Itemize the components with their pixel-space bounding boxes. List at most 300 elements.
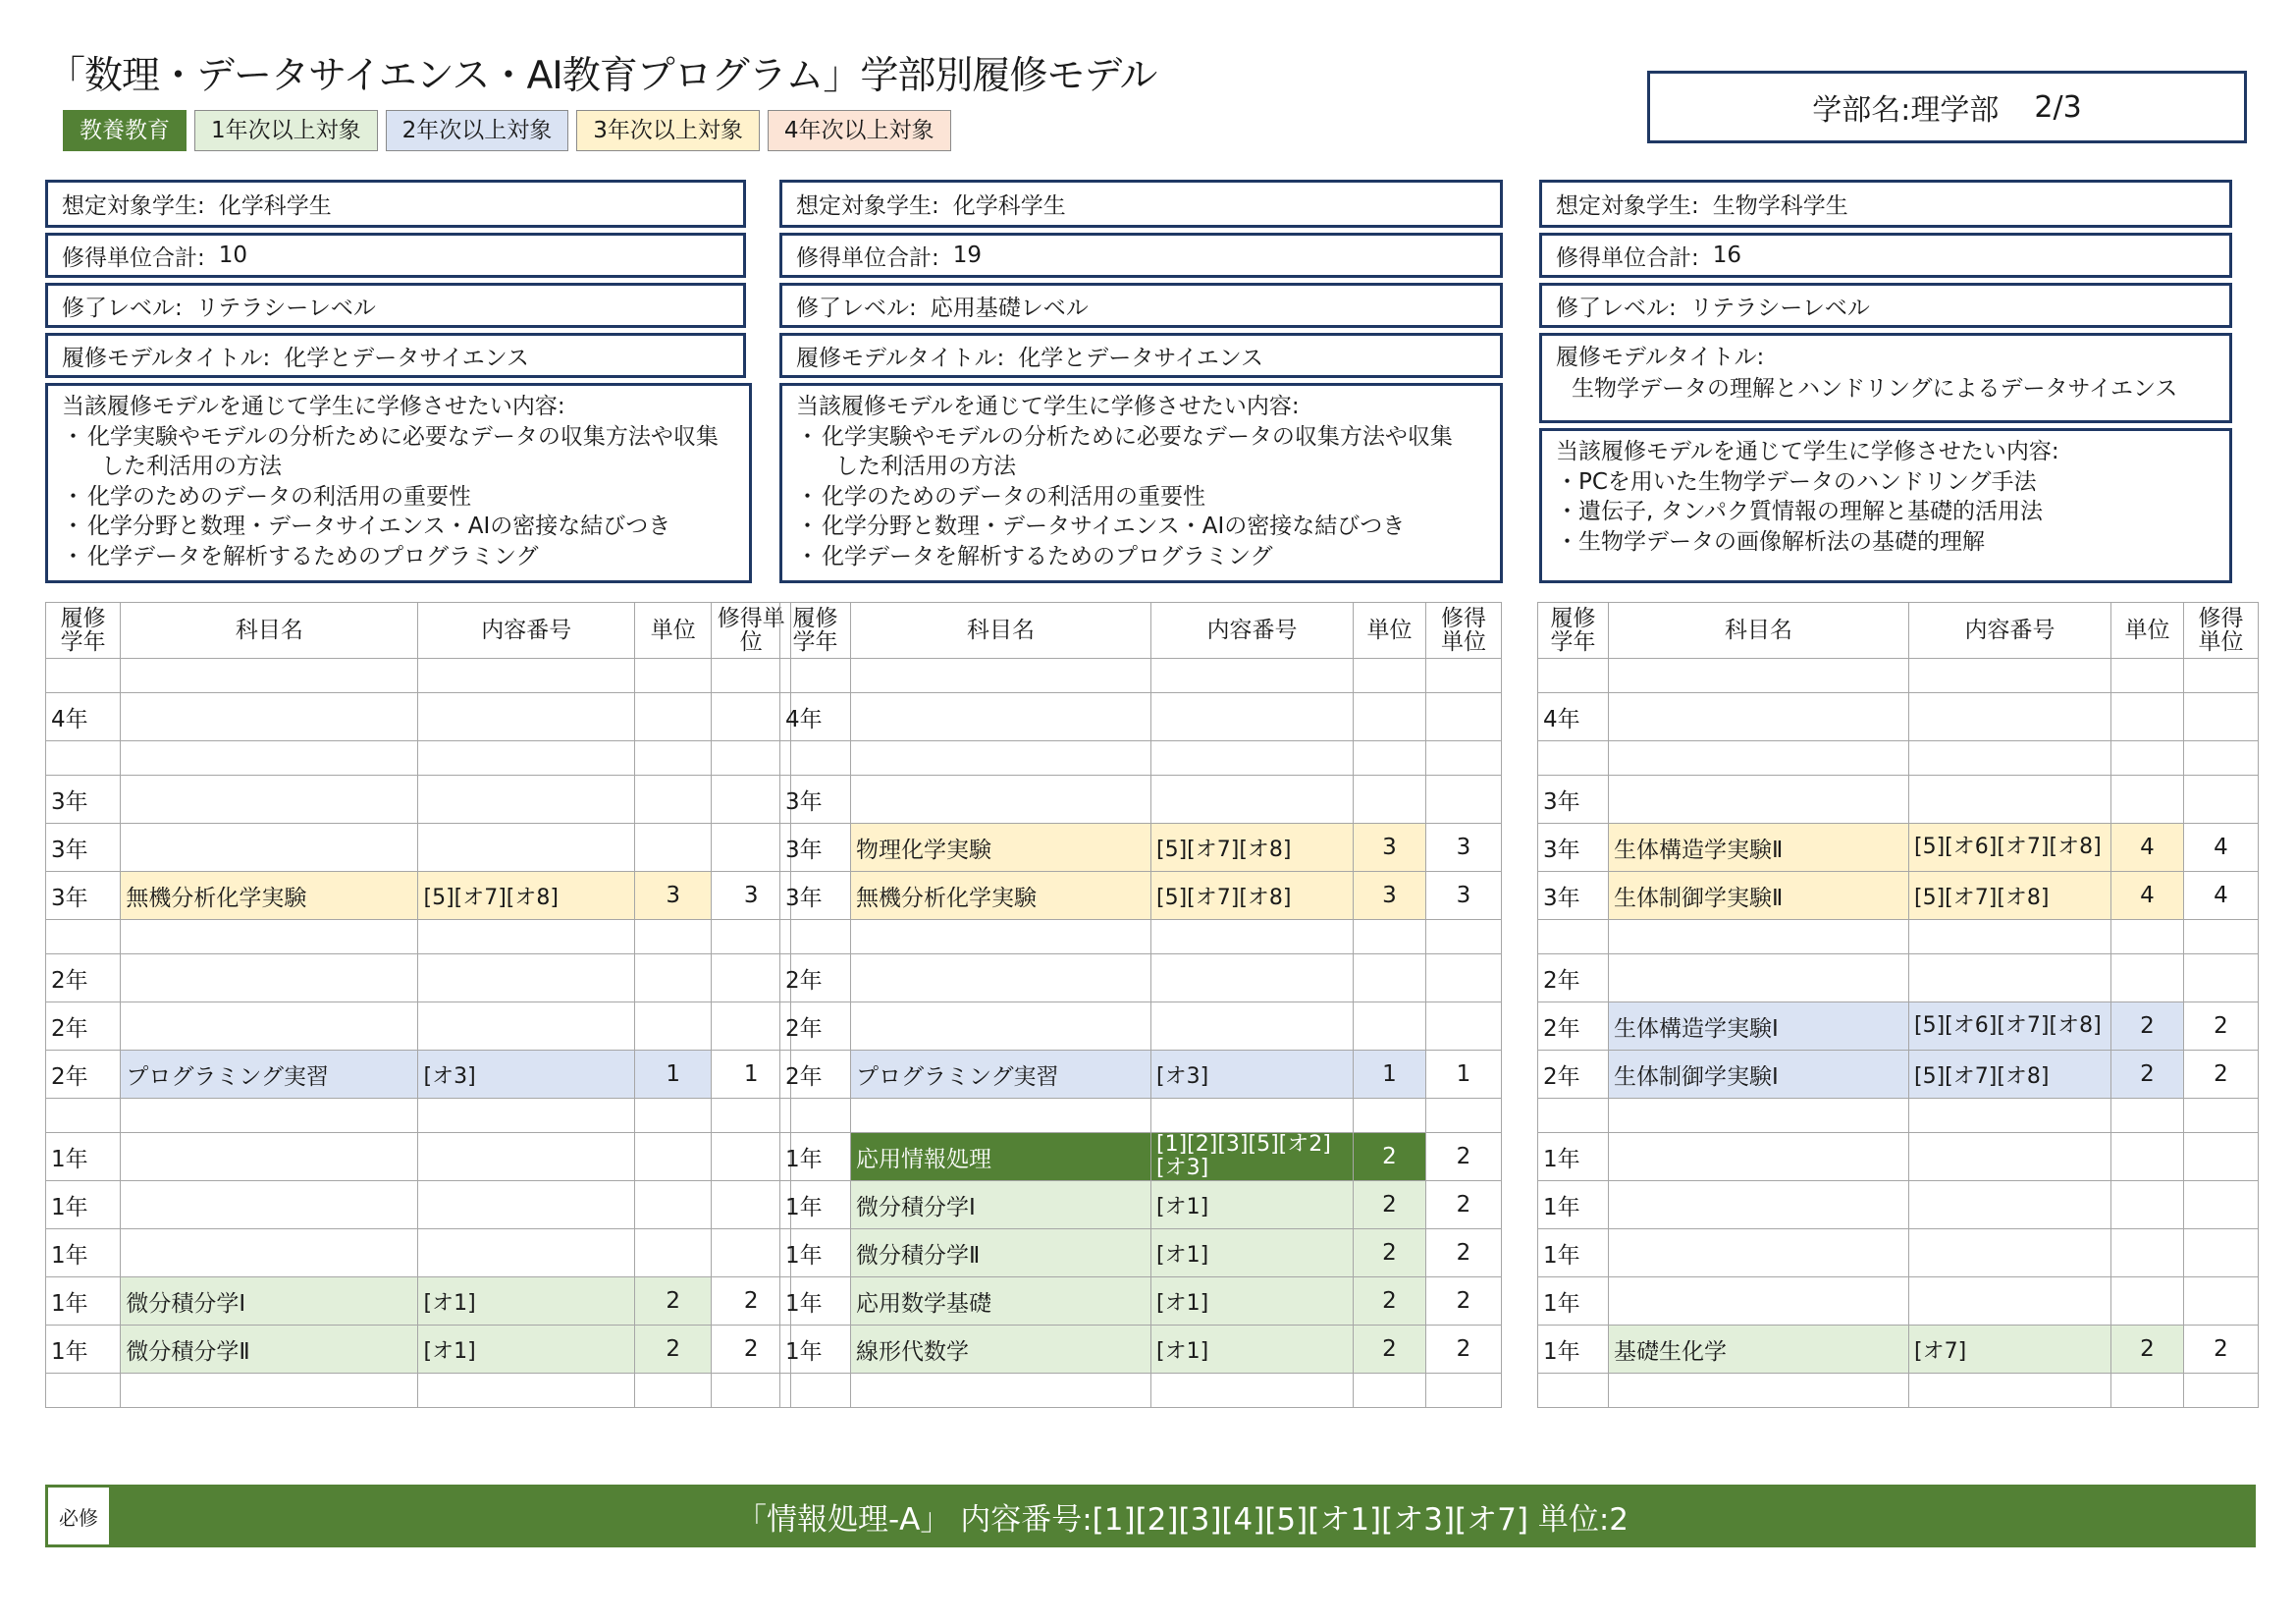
- cell-unit: [1354, 1099, 1426, 1133]
- content-line: ・PCを用いた生物学データのハンドリング手法: [1556, 468, 2037, 495]
- table-row: [1538, 776, 2259, 824]
- table-header-row: [780, 603, 1502, 659]
- model-title-box-2: [779, 333, 1503, 378]
- header-unit: 単位: [2111, 603, 2184, 659]
- cell-year: 2年: [46, 1051, 121, 1099]
- cell-subject: [121, 1229, 418, 1277]
- cell-code: [1909, 954, 2111, 1002]
- cell-year: 2年: [1538, 1051, 1609, 1099]
- level-value: リテラシーレベル: [195, 295, 376, 321]
- cell-year: 1年: [780, 1229, 851, 1277]
- cell-unit: [2111, 1099, 2184, 1133]
- cell-earned: [2184, 741, 2259, 776]
- content-line: した利活用の方法: [835, 454, 1016, 479]
- cell-subject: 生体構造学実験Ⅰ: [1609, 1002, 1909, 1051]
- cell-code: [418, 1133, 634, 1181]
- cell-earned: 4: [2184, 824, 2259, 872]
- table-row: [46, 1002, 791, 1051]
- cell-earned: 3: [1426, 824, 1502, 872]
- cell-code: [1909, 1133, 2111, 1181]
- cell-code: [5][オ7][オ8]: [1909, 872, 2111, 920]
- table-row: [46, 1133, 791, 1181]
- table-row: [1538, 954, 2259, 1002]
- department-box: [1647, 71, 2247, 143]
- cell-subject: 無機分析化学実験: [851, 872, 1151, 920]
- table-header-row: [1538, 603, 2259, 659]
- cell-year: 1年: [780, 1133, 851, 1181]
- cell-subject: 基礎生化学: [1609, 1326, 1909, 1374]
- cell-earned: [2184, 1181, 2259, 1229]
- cell-earned: 2: [2184, 1326, 2259, 1374]
- cell-unit: [1354, 920, 1426, 954]
- cell-unit: [634, 1181, 711, 1229]
- model-title-box-1: [45, 333, 746, 378]
- cell-subject: [1609, 1229, 1909, 1277]
- cell-unit: 3: [1354, 872, 1426, 920]
- header-year: 履修学年: [46, 603, 121, 659]
- cell-unit: 1: [1354, 1051, 1426, 1099]
- cell-subject: [121, 659, 418, 693]
- cell-unit: [2111, 920, 2184, 954]
- table-row: [780, 954, 1502, 1002]
- cell-code: [オ1]: [1151, 1181, 1354, 1229]
- table-row: [1538, 1326, 2259, 1374]
- cell-code: [オ3]: [1151, 1051, 1354, 1099]
- cell-year: 3年: [1538, 776, 1609, 824]
- cell-code: [オ1]: [1151, 1326, 1354, 1374]
- cell-year: 1年: [46, 1229, 121, 1277]
- cell-earned: 2: [1426, 1277, 1502, 1326]
- legend-year4: 4年次以上対象: [768, 110, 951, 151]
- cell-code: [1909, 693, 2111, 741]
- cell-earned: [2184, 1374, 2259, 1408]
- cell-subject: 微分積分学Ⅰ: [121, 1277, 418, 1326]
- cell-code: [5][オ6][オ7][オ8]: [1909, 824, 2111, 872]
- cell-year: 2年: [1538, 1002, 1609, 1051]
- content-label: 当該履修モデルを通じて学生に学修させたい内容:: [1556, 439, 2059, 464]
- table-row: [1538, 693, 2259, 741]
- cell-subject: 微分積分学Ⅱ: [121, 1326, 418, 1374]
- cell-year: 1年: [46, 1133, 121, 1181]
- table-row: [1538, 1002, 2259, 1051]
- cell-unit: [2111, 1181, 2184, 1229]
- cell-subject: [1609, 741, 1909, 776]
- cell-code: [418, 776, 634, 824]
- cell-year: 2年: [780, 954, 851, 1002]
- cell-code: [1909, 659, 2111, 693]
- cell-subject: [121, 1374, 418, 1408]
- cell-code: [418, 824, 634, 872]
- legend-year2: 2年次以上対象: [386, 110, 569, 151]
- cell-unit: [634, 776, 711, 824]
- content-line: ・ 化学のためのデータの利活用の重要性: [796, 483, 1205, 510]
- cell-unit: [634, 693, 711, 741]
- cell-earned: 1: [712, 1051, 791, 1099]
- cell-code: [418, 659, 634, 693]
- cell-earned: [1426, 659, 1502, 693]
- cell-unit: [2111, 1277, 2184, 1326]
- cell-unit: 4: [2111, 872, 2184, 920]
- table-row: [46, 776, 791, 824]
- content-label: 当該履修モデルを通じて学生に学修させたい内容:: [62, 394, 565, 419]
- cell-code: [オ1]: [1151, 1229, 1354, 1277]
- cell-year: [46, 741, 121, 776]
- cell-year: 4年: [1538, 693, 1609, 741]
- cell-subject: [121, 824, 418, 872]
- cell-code: [418, 741, 634, 776]
- curriculum-table-2: [779, 602, 1502, 1408]
- cell-year: 2年: [46, 954, 121, 1002]
- table-row: [780, 1099, 1502, 1133]
- cell-year: 1年: [1538, 1277, 1609, 1326]
- cell-unit: [634, 1133, 711, 1181]
- cell-subject: [121, 954, 418, 1002]
- cell-subject: 応用数学基礎: [851, 1277, 1151, 1326]
- table-row: [780, 1133, 1502, 1181]
- cell-earned: [2184, 920, 2259, 954]
- table-row: [780, 1229, 1502, 1277]
- cell-unit: [1354, 776, 1426, 824]
- credits-label: 修得単位合計:: [1556, 244, 1699, 271]
- cell-unit: [1354, 693, 1426, 741]
- cell-code: [1909, 1181, 2111, 1229]
- cell-subject: [1609, 1133, 1909, 1181]
- target-label: 想定対象学生:: [1556, 193, 1699, 219]
- content-line: ・ 化学実験やモデルの分析ために必要なデータの収集方法や収集: [62, 423, 719, 450]
- cell-code: [1151, 1002, 1354, 1051]
- cell-earned: [1426, 920, 1502, 954]
- cell-year: [46, 920, 121, 954]
- cell-code: [5][オ7][オ8]: [1909, 1051, 2111, 1099]
- cell-subject: [121, 1181, 418, 1229]
- cell-earned: 2: [1426, 1133, 1502, 1181]
- cell-earned: 2: [1426, 1229, 1502, 1277]
- cell-year: 1年: [1538, 1181, 1609, 1229]
- level-box-1: [45, 283, 746, 328]
- header-code: 内容番号: [1909, 603, 2111, 659]
- cell-code: [5][オ7][オ8]: [1151, 824, 1354, 872]
- cell-unit: 2: [1354, 1326, 1426, 1374]
- level-box-3: [1539, 283, 2232, 328]
- table-row: [46, 954, 791, 1002]
- cell-code: [オ7]: [1909, 1326, 2111, 1374]
- cell-code: [1151, 776, 1354, 824]
- table-row: [780, 920, 1502, 954]
- content-line: した利活用の方法: [101, 454, 282, 479]
- cell-earned: 2: [1426, 1181, 1502, 1229]
- table-row: [780, 659, 1502, 693]
- cell-year: 2年: [780, 1051, 851, 1099]
- cell-year: [780, 1099, 851, 1133]
- cell-code: [418, 1229, 634, 1277]
- cell-subject: [851, 776, 1151, 824]
- content-box-2: [779, 383, 1503, 583]
- cell-earned: 1: [1426, 1051, 1502, 1099]
- table-row: [780, 1002, 1502, 1051]
- header-subject: 科目名: [851, 603, 1151, 659]
- cell-year: 1年: [780, 1181, 851, 1229]
- model-title-value: 生物学データの理解とハンドリングによるデータサイエンス: [1572, 376, 2178, 402]
- cell-unit: 2: [2111, 1051, 2184, 1099]
- required-course-text: 「情報処理-A」 内容番号:[1][2][3][4][5][オ1][オ3][オ7] 単位:2: [735, 1501, 1629, 1538]
- table-row: [46, 693, 791, 741]
- cell-subject: [121, 1099, 418, 1133]
- cell-earned: [1426, 1002, 1502, 1051]
- cell-year: [780, 741, 851, 776]
- target-box-1: [45, 180, 746, 228]
- target-box-3: [1539, 180, 2232, 228]
- cell-code: [418, 1099, 634, 1133]
- cell-earned: [1426, 776, 1502, 824]
- department-name: 学部名:理学部: [1812, 93, 2000, 128]
- cell-unit: [634, 920, 711, 954]
- cell-unit: [634, 1229, 711, 1277]
- cell-unit: 3: [634, 872, 711, 920]
- content-line: ・遺伝子, タンパク質情報の理解と基礎的活用法: [1556, 499, 2044, 524]
- cell-earned: [1426, 1374, 1502, 1408]
- cell-subject: [1609, 920, 1909, 954]
- cell-year: [1538, 1099, 1609, 1133]
- cell-unit: 3: [1354, 824, 1426, 872]
- cell-code: [1151, 1099, 1354, 1133]
- target-value: 化学科学生: [952, 193, 1066, 219]
- cell-subject: [1609, 1374, 1909, 1408]
- credits-value: 16: [1712, 243, 1742, 268]
- cell-subject: [121, 741, 418, 776]
- table-row: [1538, 659, 2259, 693]
- cell-earned: [2184, 693, 2259, 741]
- cell-year: 1年: [1538, 1326, 1609, 1374]
- cell-subject: 生体構造学実験Ⅱ: [1609, 824, 1909, 872]
- cell-subject: プログラミング実習: [851, 1051, 1151, 1099]
- table-row: [780, 693, 1502, 741]
- cell-code: [1151, 741, 1354, 776]
- cell-unit: [634, 1002, 711, 1051]
- cell-year: 1年: [1538, 1229, 1609, 1277]
- cell-year: 3年: [46, 872, 121, 920]
- table-row: [1538, 872, 2259, 920]
- table-row: [1538, 824, 2259, 872]
- cell-unit: [2111, 693, 2184, 741]
- legend: [63, 110, 951, 151]
- header-subject: 科目名: [1609, 603, 1909, 659]
- cell-subject: [851, 920, 1151, 954]
- level-value: リテラシーレベル: [1689, 295, 1870, 321]
- target-box-2: [779, 180, 1503, 228]
- cell-year: [1538, 1374, 1609, 1408]
- cell-code: [5][オ6][オ7][オ8]: [1909, 1002, 2111, 1051]
- header-subject: 科目名: [121, 603, 418, 659]
- table-row: [46, 920, 791, 954]
- cell-year: 1年: [780, 1326, 851, 1374]
- cell-code: [1151, 1374, 1354, 1408]
- table-row: [1538, 1374, 2259, 1408]
- content-line: ・ 化学分野と数理・データサイエンス・AIの密接な結びつき: [796, 514, 1406, 539]
- table-row: [46, 872, 791, 920]
- cell-earned: 2: [712, 1326, 791, 1374]
- cell-year: 2年: [780, 1002, 851, 1051]
- cell-earned: [1426, 693, 1502, 741]
- cell-year: 1年: [780, 1277, 851, 1326]
- cell-code: [1909, 1229, 2111, 1277]
- cell-subject: [1609, 1099, 1909, 1133]
- table-row: [46, 824, 791, 872]
- cell-year: 1年: [1538, 1133, 1609, 1181]
- cell-year: [1538, 741, 1609, 776]
- cell-subject: [1609, 954, 1909, 1002]
- cell-code: [418, 693, 634, 741]
- table-row: [780, 1326, 1502, 1374]
- model-title-value: 化学とデータサイエンス: [1018, 345, 1264, 371]
- page-number: 2/3: [2034, 89, 2082, 125]
- cell-code: [418, 1181, 634, 1229]
- cell-unit: 1: [634, 1051, 711, 1099]
- cell-unit: [1354, 954, 1426, 1002]
- cell-unit: [634, 824, 711, 872]
- legend-year3: 3年次以上対象: [576, 110, 760, 151]
- target-label: 想定対象学生:: [796, 193, 939, 219]
- cell-unit: 2: [1354, 1277, 1426, 1326]
- cell-unit: 2: [2111, 1326, 2184, 1374]
- table-row: [780, 872, 1502, 920]
- required-course-bar: [45, 1485, 2256, 1547]
- cell-unit: [634, 1374, 711, 1408]
- cell-subject: [851, 741, 1151, 776]
- cell-code: [1909, 1277, 2111, 1326]
- cell-code: [418, 920, 634, 954]
- table-row: [1538, 1133, 2259, 1181]
- cell-year: [46, 1099, 121, 1133]
- cell-earned: [2184, 954, 2259, 1002]
- table-row: [1538, 1277, 2259, 1326]
- cell-subject: 応用情報処理: [851, 1133, 1151, 1181]
- cell-code: [418, 1374, 634, 1408]
- cell-earned: [2184, 1099, 2259, 1133]
- cell-subject: [121, 920, 418, 954]
- cell-unit: 2: [1354, 1229, 1426, 1277]
- cell-year: 3年: [780, 776, 851, 824]
- cell-subject: [1609, 776, 1909, 824]
- header-unit: 単位: [634, 603, 711, 659]
- credits-value: 10: [218, 243, 248, 268]
- table-row: [1538, 1051, 2259, 1099]
- table-row: [780, 1181, 1502, 1229]
- cell-subject: 物理化学実験: [851, 824, 1151, 872]
- cell-code: [オ1]: [418, 1277, 634, 1326]
- cell-unit: [1354, 1374, 1426, 1408]
- cell-unit: 2: [634, 1277, 711, 1326]
- cell-subject: 無機分析化学実験: [121, 872, 418, 920]
- credits-value: 19: [952, 243, 983, 268]
- cell-unit: [2111, 776, 2184, 824]
- table-row: [1538, 1099, 2259, 1133]
- cell-earned: 3: [1426, 872, 1502, 920]
- cell-subject: 生体制御学実験Ⅰ: [1609, 1051, 1909, 1099]
- cell-unit: 2: [1354, 1133, 1426, 1181]
- cell-code: [オ1]: [418, 1326, 634, 1374]
- cell-year: 3年: [1538, 824, 1609, 872]
- legend-liberal-arts: 教養教育: [63, 110, 187, 151]
- cell-unit: [2111, 1133, 2184, 1181]
- credits-label: 修得単位合計:: [62, 244, 205, 271]
- cell-year: [780, 1374, 851, 1408]
- cell-code: [1151, 693, 1354, 741]
- table-row: [46, 659, 791, 693]
- cell-earned: 3: [712, 872, 791, 920]
- cell-year: 3年: [46, 824, 121, 872]
- cell-earned: [1426, 954, 1502, 1002]
- header-unit: 単位: [1354, 603, 1426, 659]
- cell-earned: [2184, 776, 2259, 824]
- cell-earned: [2184, 1133, 2259, 1181]
- cell-subject: 微分積分学Ⅰ: [851, 1181, 1151, 1229]
- cell-subject: [1609, 693, 1909, 741]
- cell-unit: 4: [2111, 824, 2184, 872]
- model-title-box-3: [1539, 333, 2232, 423]
- cell-earned: [2184, 659, 2259, 693]
- cell-unit: 2: [1354, 1181, 1426, 1229]
- content-line: ・ 化学データを解析するためのプログラミング: [62, 543, 539, 569]
- cell-unit: [2111, 659, 2184, 693]
- cell-year: 2年: [46, 1002, 121, 1051]
- table-row: [46, 1277, 791, 1326]
- table-row: [1538, 1181, 2259, 1229]
- cell-code: [1909, 776, 2111, 824]
- cell-earned: [2184, 1229, 2259, 1277]
- cell-year: [46, 1374, 121, 1408]
- table-row: [780, 1277, 1502, 1326]
- cell-code: [418, 1002, 634, 1051]
- cell-unit: 2: [634, 1326, 711, 1374]
- cell-year: 3年: [1538, 872, 1609, 920]
- level-label: 修了レベル:: [62, 295, 183, 321]
- cell-year: 1年: [46, 1326, 121, 1374]
- cell-unit: [634, 659, 711, 693]
- cell-earned: 2: [2184, 1002, 2259, 1051]
- table-row: [46, 1099, 791, 1133]
- cell-year: 4年: [780, 693, 851, 741]
- table-row: [46, 1181, 791, 1229]
- cell-subject: プログラミング実習: [121, 1051, 418, 1099]
- cell-code: [オ3]: [418, 1051, 634, 1099]
- cell-earned: [2184, 1277, 2259, 1326]
- target-value: 生物学科学生: [1712, 193, 1848, 219]
- target-value: 化学科学生: [218, 193, 332, 219]
- level-label: 修了レベル:: [1556, 295, 1677, 321]
- cell-subject: 生体制御学実験Ⅱ: [1609, 872, 1909, 920]
- cell-code: [1909, 1099, 2111, 1133]
- cell-code: [1909, 741, 2111, 776]
- level-label: 修了レベル:: [796, 295, 917, 321]
- table-row: [1538, 741, 2259, 776]
- header-year: 履修学年: [780, 603, 851, 659]
- cell-year: 3年: [46, 776, 121, 824]
- cell-code: [5][オ7][オ8]: [1151, 872, 1354, 920]
- cell-subject: [121, 693, 418, 741]
- cell-subject: [121, 1133, 418, 1181]
- table-row: [1538, 1229, 2259, 1277]
- model-title-label: 履修モデルタイトル:: [62, 345, 271, 371]
- header-year: 履修学年: [1538, 603, 1609, 659]
- cell-unit: [1354, 659, 1426, 693]
- table-row: [780, 1051, 1502, 1099]
- table-row: [780, 741, 1502, 776]
- cell-earned: 2: [1426, 1326, 1502, 1374]
- header-earned: 修得単位: [1426, 603, 1502, 659]
- cell-subject: [1609, 1277, 1909, 1326]
- content-line: ・ 化学分野と数理・データサイエンス・AIの密接な結びつき: [62, 514, 671, 539]
- cell-year: [1538, 659, 1609, 693]
